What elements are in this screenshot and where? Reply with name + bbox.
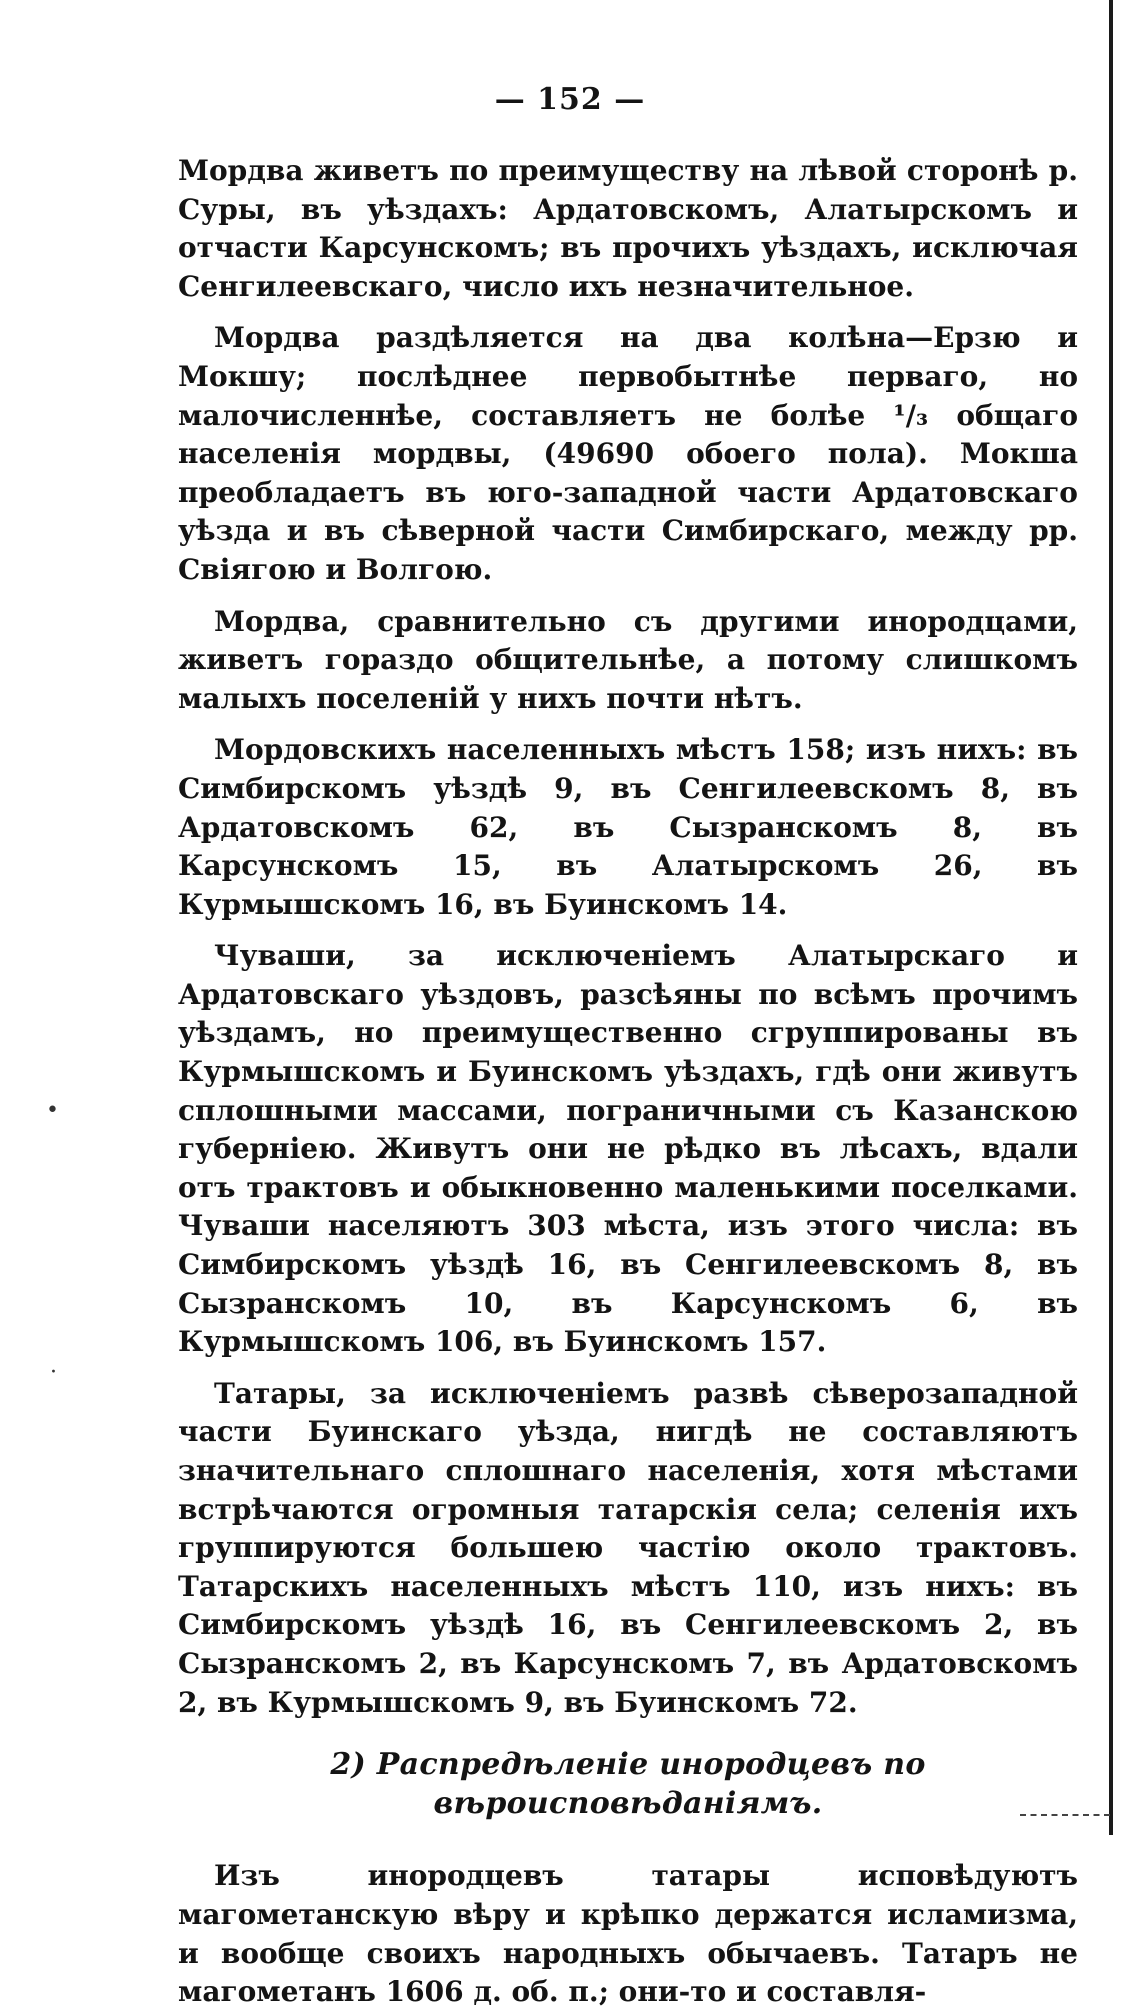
- paragraph-chuvash: Чуваши, за исключеніемъ Алатырскаго и Ардатовскаго уѣздовъ, разсѣяны по всѣмъ прочимъ уѣздамъ, но преимущественно сгруппированы въ Курмышскомъ и Буинскомъ уѣздахъ, гдѣ они живутъ сплошными массами, пограничными съ Казанскою губерніею. Живутъ они не рѣдко въ лѣсахъ, вдали отъ трактовъ и обыкновенно маленькими поселками. Чуваши населяютъ 303 мѣста, изъ этого числа: въ Симбирскомъ уѣздѣ 16, въ Сенгилеевскомъ 8, въ Сызранскомъ 10, въ Карсунскомъ 6, въ Курмышскомъ 106, въ Буинскомъ 157.: [178, 939, 1078, 1359]
- paragraph-mordva-settlements: Мордва, сравнительно съ другими инородцами, живетъ гораздо общительнѣе, а потому слишкомъ малыхъ поселеній у нихъ почти нѣтъ.: [178, 604, 1078, 715]
- paragraph-mordva-tribes: Мордва раздѣляется на два колѣна—Ерзю и Мокшу; послѣднее первобытнѣе перваго, но малочисленнѣе, составляетъ не болѣе ¹/₃ общаго населенія мордвы, (49690 обоего пола). Мокша преобладаетъ въ юго-западной части Ардатовскаго уѣзда и въ сѣверной части Симбирскаго, между рр. Свіягою и Волгою.: [178, 321, 1078, 586]
- page-body: [178, 152, 1078, 2012]
- scan-dot-mark: ·: [50, 1360, 57, 1385]
- paragraph-tatars: Татары, за исключеніемъ развѣ сѣверозападной части Буинскаго уѣзда, нигдѣ не составляютъ значительнаго сплошнаго населенія, хотя мѣстами встрѣчаются огромныя татарскія села; селенія ихъ группируются большею частію около трактовъ. Татарскихъ населенныхъ мѣстъ 110, изъ нихъ: въ Симбирскомъ уѣздѣ 16, въ Сенгилеевскомъ 2, въ Сызранскомъ 2, въ Карсунскомъ 7, въ Ардатовскомъ 2, въ Курмышскомъ 9, въ Буинскомъ 72.: [178, 1376, 1078, 1719]
- paragraph-mordva-counts: Мордовскихъ населенныхъ мѣстъ 158; изъ нихъ: въ Симбирскомъ уѣздѣ 9, въ Сенгилеевскомъ 8, въ Ардатовскомъ 62, въ Сызранскомъ 8, въ Карсунскомъ 15, въ Алатырскомъ 26, въ Курмышскомъ 16, въ Буинскомъ 14.: [178, 733, 1078, 921]
- scan-dot-mark: •: [46, 1098, 59, 1123]
- page-edge-line: [1109, 0, 1113, 1835]
- paragraph-religion: Изъ инородцевъ татары исповѣдуютъ магометанскую вѣру и крѣпко держатся исламизма, и вообще своихъ народныхъ обычаевъ. Татаръ не магометанъ 1606 д. об. п.; они-то и составля-: [178, 1859, 1078, 2009]
- section-heading: 2) Распредѣленіе инородцевъ по вѣроисповѣданіямъ.: [330, 1747, 926, 1821]
- page-number: — 152 —: [494, 82, 646, 117]
- paragraph-mordva-location: Мордва живетъ по преимуществу на лѣвой сторонѣ р. Суры, въ уѣздахъ: Ардатовскомъ, Алатырскомъ и отчасти Карсунскомъ; въ прочихъ уѣздахъ, исключая Сенгилеевскаго, число ихъ незначительное.: [178, 154, 1078, 303]
